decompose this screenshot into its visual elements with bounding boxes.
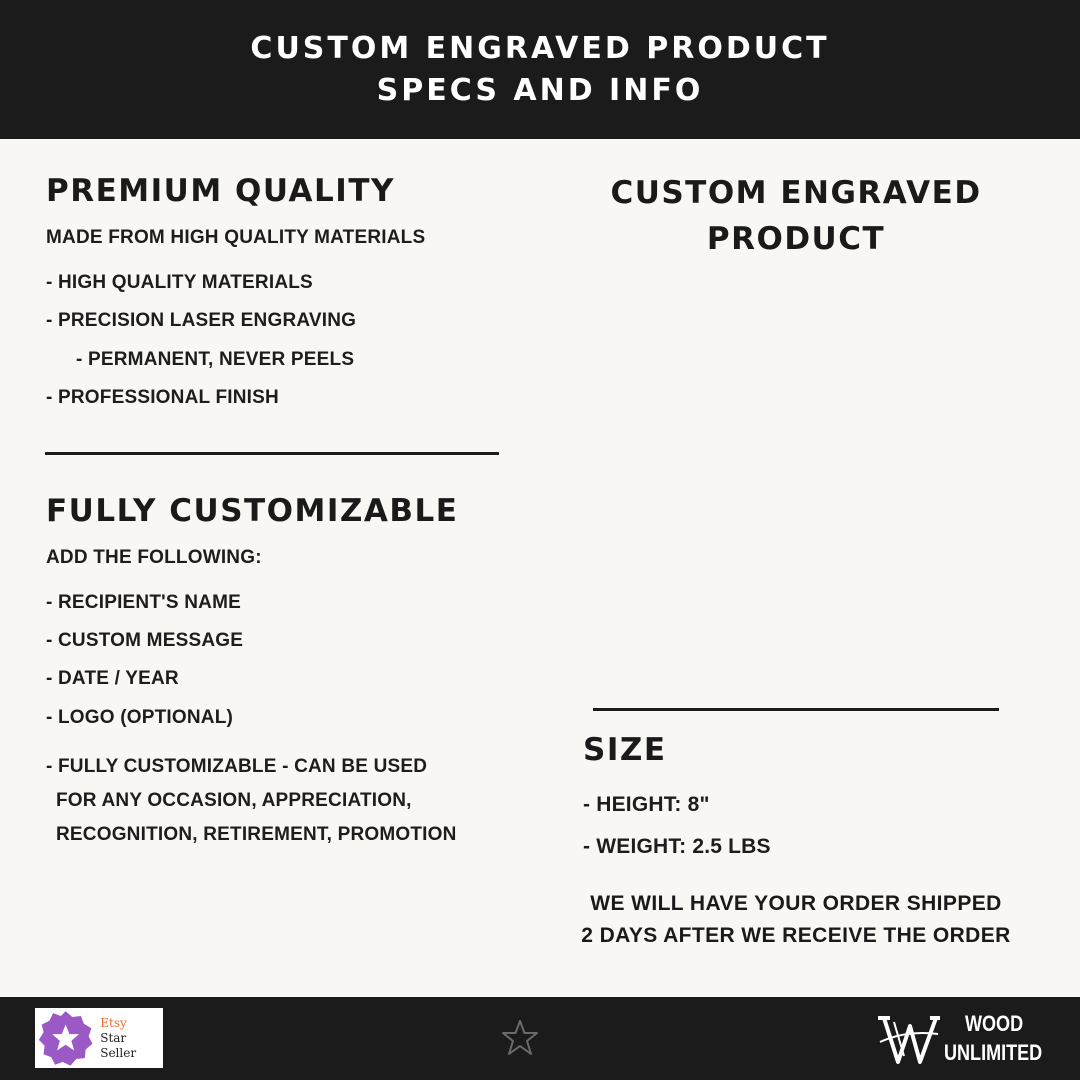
shipping-note bbox=[560, 888, 1032, 952]
shipping-note-line-1: WE WILL HAVE YOUR ORDER SHIPPED bbox=[590, 892, 1002, 915]
w-monogram-logo bbox=[876, 1012, 942, 1068]
size-divider bbox=[593, 708, 999, 711]
customizable-item: - RECIPIENT'S NAME bbox=[46, 592, 241, 613]
customizable-note-line: RECOGNITION, RETIREMENT, PROMOTION bbox=[56, 824, 457, 845]
star-outline-icon bbox=[500, 1018, 540, 1058]
size-heading: SIZE bbox=[583, 732, 667, 768]
premium-quality-subheading: MADE FROM HIGH QUALITY MATERIALS bbox=[46, 227, 426, 248]
premium-item: - HIGH QUALITY MATERIALS bbox=[46, 272, 313, 293]
fully-customizable-subheading: ADD THE FOLLOWING: bbox=[46, 547, 262, 568]
badge-star-seller-label: Star Seller bbox=[100, 1030, 137, 1060]
star-seller-badge-icon bbox=[35, 1008, 96, 1068]
page-title-line-2: SPECS AND INFO bbox=[376, 72, 704, 108]
premium-item: - PRECISION LASER ENGRAVING bbox=[46, 310, 357, 331]
customizable-note-line: - FULLY CUSTOMIZABLE - CAN BE USED bbox=[46, 756, 428, 777]
header-bar bbox=[0, 0, 1080, 139]
customizable-note-line: FOR ANY OCCASION, APPRECIATION, bbox=[56, 790, 412, 811]
premium-quality-heading: PREMIUM QUALITY bbox=[46, 173, 395, 209]
brand-word-wood: WOOD bbox=[965, 1011, 1024, 1036]
fully-customizable-heading: FULLY CUSTOMIZABLE bbox=[46, 493, 459, 529]
product-title-line-2: PRODUCT bbox=[706, 221, 886, 257]
shipping-note-line-2: 2 DAYS AFTER WE RECEIVE THE ORDER bbox=[581, 924, 1011, 947]
customizable-item: - LOGO (OPTIONAL) bbox=[46, 707, 234, 728]
size-item-height: - HEIGHT: 8" bbox=[583, 793, 710, 816]
premium-subitem: - PERMANENT, NEVER PEELS bbox=[76, 349, 355, 370]
page-title-line-1: CUSTOM ENGRAVED PRODUCT bbox=[250, 30, 830, 66]
brand-word-unlimited: UNLIMITED bbox=[944, 1040, 1043, 1065]
premium-item: - PROFESSIONAL FINISH bbox=[46, 387, 279, 408]
wood-unlimited-logo bbox=[876, 1008, 1056, 1070]
product-title-line-1: CUSTOM ENGRAVED bbox=[610, 175, 982, 211]
badge-etsy-label: Etsy bbox=[100, 1015, 127, 1030]
etsy-star-seller-badge bbox=[35, 1008, 163, 1068]
customizable-item: - CUSTOM MESSAGE bbox=[46, 630, 244, 651]
badge-text bbox=[100, 1016, 163, 1061]
size-item-weight: - WEIGHT: 2.5 LBS bbox=[583, 835, 771, 858]
product-title bbox=[590, 170, 1002, 262]
customizable-item: - DATE / YEAR bbox=[46, 668, 179, 689]
section-divider bbox=[45, 452, 499, 455]
